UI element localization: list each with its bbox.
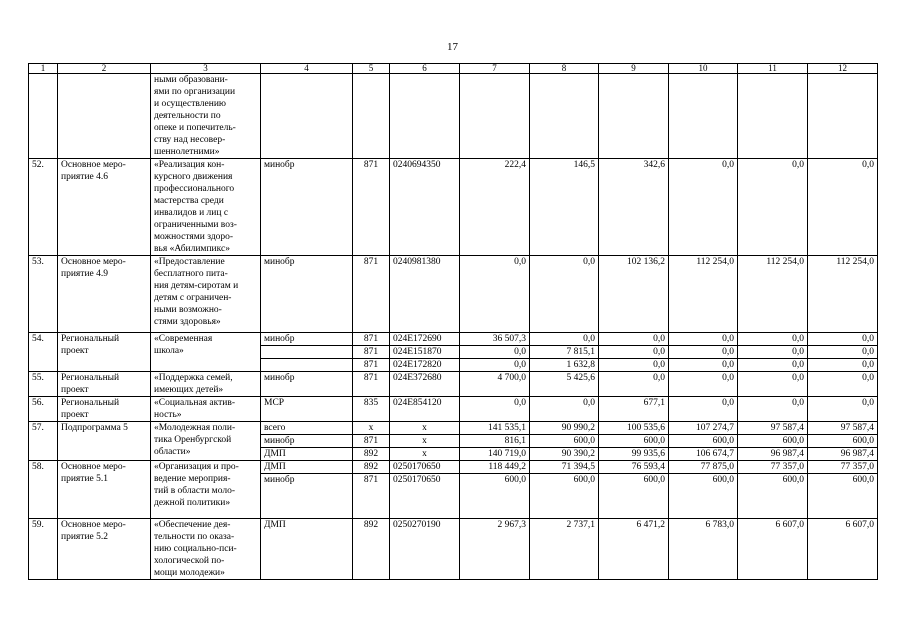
amount-cell: 0,0 xyxy=(808,333,878,346)
amount-cell: 77 357,0 xyxy=(738,461,808,474)
executor: ДМП xyxy=(261,448,353,461)
amount-cell: 6 607,0 xyxy=(808,519,878,580)
row-number: 53. xyxy=(29,256,58,333)
column-header: 8 xyxy=(530,64,599,74)
column-header: 7 xyxy=(460,64,530,74)
column-header: 1 xyxy=(29,64,58,74)
amount-cell: 0,0 xyxy=(738,346,808,359)
program-title: «Предоставление бесплатного пита- ния детям-сиротам и детям с ограничен- ными возможно- стями здоровья» xyxy=(151,256,261,333)
amount-cell: 0,0 xyxy=(669,372,738,397)
amount-cell: 600,0 xyxy=(460,474,530,519)
program-name: Региональный проект xyxy=(58,372,151,397)
header-row xyxy=(29,64,878,74)
amount-cell: 600,0 xyxy=(738,474,808,519)
amount-cell: 77 357,0 xyxy=(808,461,878,474)
table-row xyxy=(29,256,878,333)
budget-code: 024E372680 xyxy=(390,372,460,397)
amount-cell: 0,0 xyxy=(808,159,878,256)
amount-cell: 0,0 xyxy=(808,372,878,397)
program-title: «Социальная актив- ность» xyxy=(151,397,261,422)
amount-cell: 97 587,4 xyxy=(738,422,808,435)
amount-cell: 5 425,6 xyxy=(530,372,599,397)
amount-cell: 4 700,0 xyxy=(460,372,530,397)
amount-cell: 71 394,5 xyxy=(530,461,599,474)
executor: минобр xyxy=(261,256,353,333)
budget-code: x xyxy=(390,448,460,461)
amount-cell xyxy=(599,74,669,159)
table-row xyxy=(29,372,878,397)
amount-cell: 222,4 xyxy=(460,159,530,256)
column-header: 6 xyxy=(390,64,460,74)
column-header: 11 xyxy=(738,64,808,74)
column-header: 4 xyxy=(261,64,353,74)
amount-cell: 96 987,4 xyxy=(738,448,808,461)
amount-cell: 1 632,8 xyxy=(530,359,599,372)
ministry-code: 835 xyxy=(353,397,390,422)
amount-cell: 342,6 xyxy=(599,159,669,256)
amount-cell: 0,0 xyxy=(460,397,530,422)
budget-code: x xyxy=(390,422,460,435)
column-header: 5 xyxy=(353,64,390,74)
amount-cell: 600,0 xyxy=(599,435,669,448)
amount-cell: 0,0 xyxy=(669,359,738,372)
amount-cell: 97 587,4 xyxy=(808,422,878,435)
table-row xyxy=(29,74,878,159)
column-header: 10 xyxy=(669,64,738,74)
amount-cell: 0,0 xyxy=(669,397,738,422)
amount-cell: 141 535,1 xyxy=(460,422,530,435)
program-title: «Молодежная поли- тика Оренбургской области» xyxy=(151,422,261,461)
ministry-code: 871 xyxy=(353,435,390,448)
ministry-code: 871 xyxy=(353,372,390,397)
budget-code xyxy=(390,74,460,159)
ministry-code: x xyxy=(353,422,390,435)
ministry-code: 871 xyxy=(353,159,390,256)
amount-cell xyxy=(738,74,808,159)
amount-cell: 0,0 xyxy=(599,372,669,397)
ministry-code: 892 xyxy=(353,519,390,580)
row-number: 56. xyxy=(29,397,58,422)
amount-cell: 0,0 xyxy=(669,333,738,346)
amount-cell: 816,1 xyxy=(460,435,530,448)
amount-cell: 146,5 xyxy=(530,159,599,256)
amount-cell: 0,0 xyxy=(599,346,669,359)
column-header: 12 xyxy=(808,64,878,74)
ministry-code: 871 xyxy=(353,346,390,359)
amount-cell: 2 967,3 xyxy=(460,519,530,580)
program-name: Основное меро- приятие 4.9 xyxy=(58,256,151,333)
executor xyxy=(261,74,353,159)
executor: МСР xyxy=(261,397,353,422)
amount-cell: 0,0 xyxy=(530,256,599,333)
amount-cell: 0,0 xyxy=(738,372,808,397)
amount-cell: 107 274,7 xyxy=(669,422,738,435)
budget-code: 024E854120 xyxy=(390,397,460,422)
row-number: 54. xyxy=(29,333,58,372)
executor: минобр xyxy=(261,333,353,346)
amount-cell: 100 535,6 xyxy=(599,422,669,435)
row-number: 52. xyxy=(29,159,58,256)
amount-cell: 0,0 xyxy=(808,397,878,422)
amount-cell: 0,0 xyxy=(738,159,808,256)
program-name: Основное меро- приятие 5.2 xyxy=(58,519,151,580)
amount-cell: 90 990,2 xyxy=(530,422,599,435)
table-row xyxy=(29,397,878,422)
executor xyxy=(261,346,353,359)
table-row xyxy=(29,422,878,435)
amount-cell: 102 136,2 xyxy=(599,256,669,333)
table-row xyxy=(29,333,878,346)
amount-cell: 140 719,0 xyxy=(460,448,530,461)
budget-code: 0250270190 xyxy=(390,519,460,580)
budget-code: 0250170650 xyxy=(390,474,460,519)
executor: минобр xyxy=(261,435,353,448)
column-header: 3 xyxy=(151,64,261,74)
row-number: 58. xyxy=(29,461,58,519)
amount-cell: 0,0 xyxy=(460,346,530,359)
column-header: 2 xyxy=(58,64,151,74)
amount-cell: 0,0 xyxy=(669,159,738,256)
amount-cell: 0,0 xyxy=(738,397,808,422)
amount-cell: 76 593,4 xyxy=(599,461,669,474)
budget-table xyxy=(28,63,878,580)
amount-cell: 0,0 xyxy=(738,333,808,346)
budget-code: 024E172820 xyxy=(390,359,460,372)
budget-code: 0240694350 xyxy=(390,159,460,256)
program-title: «Обеспечение дея- тельности по оказа- нию социально-пси- хологической по- мощи молодежи» xyxy=(151,519,261,580)
row-number xyxy=(29,74,58,159)
amount-cell: 99 935,6 xyxy=(599,448,669,461)
budget-code: 024E172690 xyxy=(390,333,460,346)
amount-cell: 6 783,0 xyxy=(669,519,738,580)
amount-cell: 90 390,2 xyxy=(530,448,599,461)
executor: минобр xyxy=(261,474,353,519)
amount-cell: 0,0 xyxy=(738,359,808,372)
row-number: 59. xyxy=(29,519,58,580)
amount-cell: 0,0 xyxy=(530,397,599,422)
amount-cell: 600,0 xyxy=(738,435,808,448)
amount-cell: 6 607,0 xyxy=(738,519,808,580)
program-name xyxy=(58,74,151,159)
amount-cell: 2 737,1 xyxy=(530,519,599,580)
table-row xyxy=(29,461,878,474)
ministry-code: 871 xyxy=(353,256,390,333)
amount-cell: 0,0 xyxy=(808,359,878,372)
amount-cell: 600,0 xyxy=(530,474,599,519)
program-title: «Поддержка семей, имеющих детей» xyxy=(151,372,261,397)
executor: ДМП xyxy=(261,461,353,474)
table-row xyxy=(29,519,878,580)
program-title: «Организация и про- ведение мероприя- тий в области моло- дежной политики» xyxy=(151,461,261,519)
amount-cell: 96 987,4 xyxy=(808,448,878,461)
row-number: 55. xyxy=(29,372,58,397)
program-name: Основное меро- приятие 4.6 xyxy=(58,159,151,256)
amount-cell: 0,0 xyxy=(808,346,878,359)
amount-cell: 7 815,1 xyxy=(530,346,599,359)
amount-cell: 0,0 xyxy=(669,346,738,359)
amount-cell: 0,0 xyxy=(460,256,530,333)
amount-cell: 0,0 xyxy=(599,359,669,372)
amount-cell: 600,0 xyxy=(669,435,738,448)
amount-cell: 677,1 xyxy=(599,397,669,422)
amount-cell: 106 674,7 xyxy=(669,448,738,461)
program-name: Подпрограмма 5 xyxy=(58,422,151,461)
program-title: ными образовани- ями по организации и осуществлению деятельности по опеке и попечитель- ству над несовер- шеннолетними» xyxy=(151,74,261,159)
amount-cell xyxy=(669,74,738,159)
program-title: «Современная школа» xyxy=(151,333,261,372)
amount-cell xyxy=(808,74,878,159)
program-name: Региональный проект xyxy=(58,397,151,422)
amount-cell: 36 507,3 xyxy=(460,333,530,346)
budget-code: 0240981380 xyxy=(390,256,460,333)
ministry-code xyxy=(353,74,390,159)
ministry-code: 871 xyxy=(353,333,390,346)
amount-cell: 600,0 xyxy=(599,474,669,519)
table-row xyxy=(29,159,878,256)
amount-cell: 0,0 xyxy=(599,333,669,346)
program-name: Основное меро- приятие 5.1 xyxy=(58,461,151,519)
ministry-code: 892 xyxy=(353,448,390,461)
executor: минобр xyxy=(261,372,353,397)
amount-cell xyxy=(530,74,599,159)
budget-code: 0250170650 xyxy=(390,461,460,474)
budget-code: 024E151870 xyxy=(390,346,460,359)
page-number: 17 xyxy=(447,41,458,53)
amount-cell: 112 254,0 xyxy=(669,256,738,333)
amount-cell: 112 254,0 xyxy=(808,256,878,333)
ministry-code: 871 xyxy=(353,474,390,519)
ministry-code: 871 xyxy=(353,359,390,372)
amount-cell: 77 875,0 xyxy=(669,461,738,474)
amount-cell: 0,0 xyxy=(460,359,530,372)
executor: всего xyxy=(261,422,353,435)
executor xyxy=(261,359,353,372)
amount-cell: 600,0 xyxy=(808,474,878,519)
ministry-code: 892 xyxy=(353,461,390,474)
budget-code: x xyxy=(390,435,460,448)
program-title: «Реализация кон- курсного движения профессионального мастерства среди инвалидов и лиц с ограниченными воз- можностями здоро- вья «Абилимпикс» xyxy=(151,159,261,256)
amount-cell: 118 449,2 xyxy=(460,461,530,474)
executor: ДМП xyxy=(261,519,353,580)
amount-cell: 6 471,2 xyxy=(599,519,669,580)
amount-cell xyxy=(460,74,530,159)
amount-cell: 0,0 xyxy=(530,333,599,346)
program-name: Региональный проект xyxy=(58,333,151,372)
amount-cell: 600,0 xyxy=(669,474,738,519)
column-header: 9 xyxy=(599,64,669,74)
amount-cell: 600,0 xyxy=(808,435,878,448)
amount-cell: 112 254,0 xyxy=(738,256,808,333)
executor: минобр xyxy=(261,159,353,256)
row-number: 57. xyxy=(29,422,58,461)
amount-cell: 600,0 xyxy=(530,435,599,448)
